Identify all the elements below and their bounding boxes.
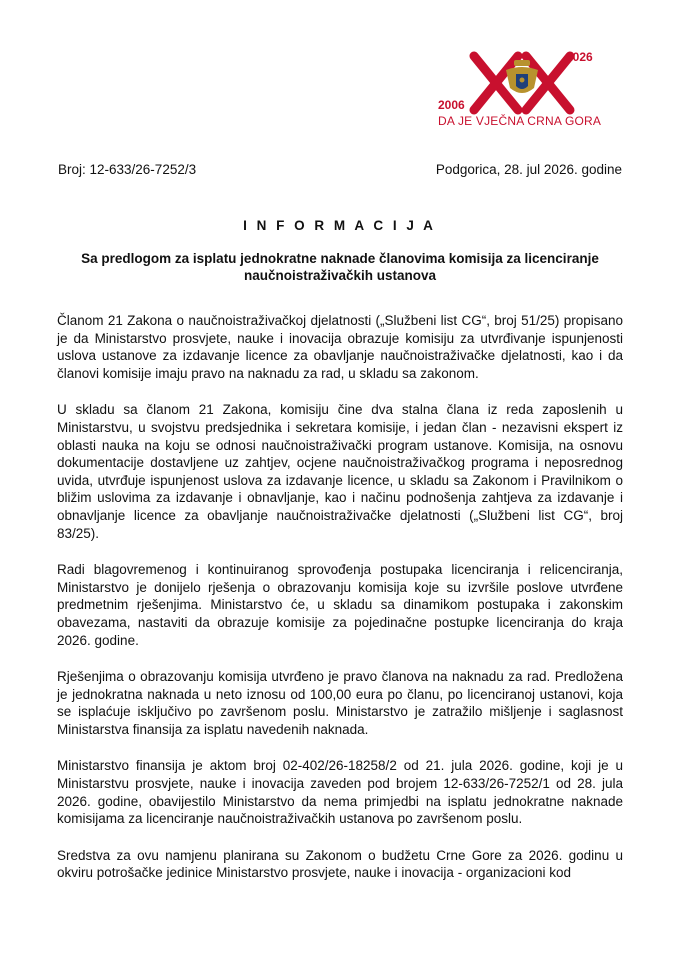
logo-slogan: DA JE VJEČNA CRNA GORA: [438, 114, 602, 128]
paragraph: Članom 21 Zakona o naučnoistraživačkoj djelatnosti („Službeni list CG“, broj 51/25) propisano je da Ministarstvo prosvjete, nauke i inovacija obrazuje komisiju za utvrđivanje ispunjenosti uslova ustanove za izdavanje licence za obavljanje naučnoistraživačke djelatnosti, kao i da članovi komisije imaju pravo na naknadu za rad, u skladu sa zakonom.: [57, 313, 623, 381]
logo-year-end: 2026: [566, 50, 593, 64]
paragraph: Radi blagovremenog i kontinuiranog sprovođenja postupaka licenciranja i relicenciranja, Ministarstvo je donijelo rješenja o obrazovanju komisija koje su izvršile poslove utvrđene predmetnim rješenjima. Ministarstvo će, u skladu sa dinamikom postupaka i zakonskim obavezama, nastaviti da obrazuje komisije za pojedinačne postupke licenciranja do kraja 2026. godine.: [57, 562, 623, 648]
reference-number: Broj: 12-633/26-7252/3: [58, 162, 197, 177]
document-body: [57, 312, 623, 901]
paragraph: Ministarstvo finansija je aktom broj 02-402/26-18258/2 od 21. jula 2026. godine, koji je u Ministarstvu prosvjete, nauke i inovacija zaveden pod brojem 12-633/26-7252/1 od 28. jula 2026. godine, obavijestilo Ministarstvo da nema primjedbi na isplatu jednokratne naknade komisijama za licenciranje naučnoistraživačkih ustanova po završenom poslu.: [57, 758, 623, 827]
document-title: I N F O R M A C I J A: [243, 218, 436, 233]
jubilee-logo: [434, 36, 624, 134]
document-subtitle: Sa predlogom za isplatu jednokratne naknade članovima komisija za licenciranje naučnoistraživačkih ustanova: [81, 251, 599, 283]
paragraph: Sredstva za ovu namjenu planirana su Zakonom o budžetu Crne Gore za 2026. godinu u okviru potrošačke jedinice Ministarstvo prosvjete, nauke i inovacija - organizacioni kod: [57, 847, 623, 881]
paragraph: Rješenjima o obrazovanju komisija utvrđeno je pravo članova na naknadu za rad. Predložena je jednokratna naknada u neto iznosu od 100,00 eura po članu, po licenciranoj ustanovi, koja se isplaćuje isključivo po završenom poslu. Ministarstvo je zatražilo mišljenje i saglasnost Ministarstva finansija za isplatu navedenih naknada.: [57, 669, 623, 737]
paragraph: U skladu sa članom 21 Zakona, komisiju čine dva stalna člana iz reda zaposlenih u Ministarstvu, u svojstvu predsjednika i sekretara komisije, i jedan član - nezavisni ekspert iz oblasti nauka na koju se odnosi naučnoistraživački program ustanove. Komisija, na osnovu dokumentacije dostavljene uz zahtjev, ocjene naučnoistraživačkog programa i neposrednog uvida, utvrđuje ispunjenost uslova za izdavanje licence, u skladu sa Zakonom i Pravilnikom o bližim uslovima za izdavanje i obnavljanje, kao i načinu podnošenja zahtjeva za izdavanje i obnavljanje licence za obavljanje naučnoistraživačke djelatnosti („Službeni list CG“, broj 83/25).: [57, 402, 623, 541]
logo-year-start: 2006: [438, 98, 465, 112]
place-date: Podgorica, 28. jul 2026. godine: [435, 162, 622, 177]
